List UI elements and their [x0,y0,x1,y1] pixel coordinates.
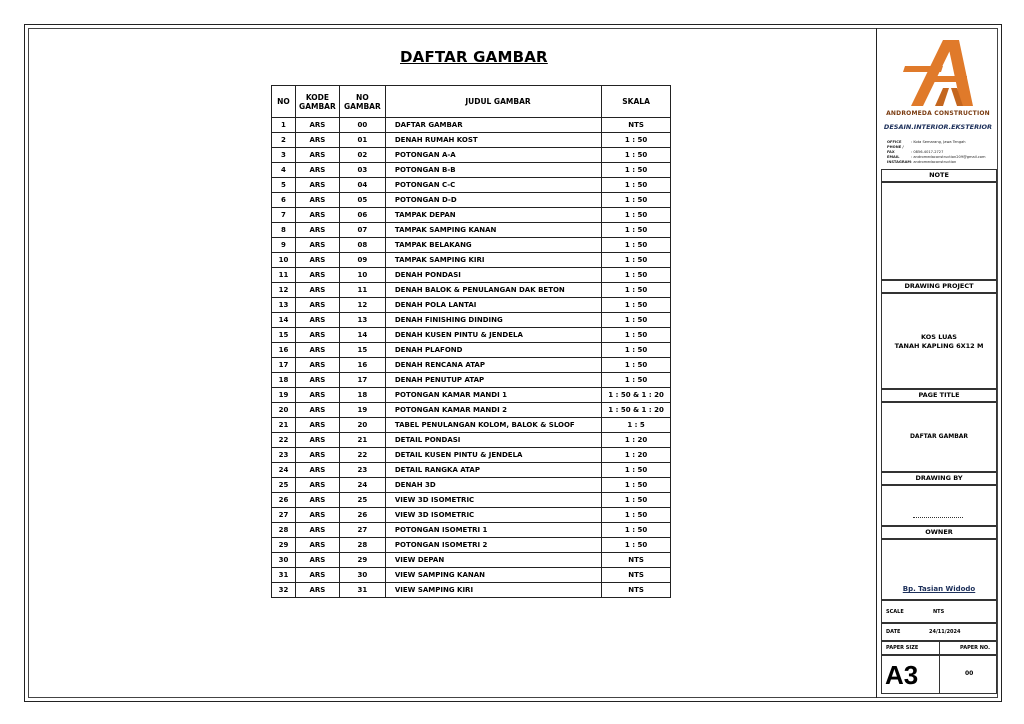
cell-no: 6 [272,193,296,208]
cell-judul-gambar: TAMPAK BELAKANG [385,238,601,253]
cell-no-gambar: 15 [339,343,385,358]
owner-name: Bp. Tasian Widodo [902,585,976,593]
paper-no-label: PAPER NO. [960,645,990,651]
header-skala: SKALA [602,86,671,118]
cell-no-gambar: 22 [339,448,385,463]
cell-kode-gambar: ARS [295,208,339,223]
cell-no-gambar: 13 [339,313,385,328]
page-title: DAFTAR GAMBAR [400,48,548,66]
cell-skala: 1 : 50 [602,163,671,178]
cell-skala: 1 : 50 [602,178,671,193]
table-row [272,433,671,448]
cell-kode-gambar: ARS [295,193,339,208]
cell-kode-gambar: ARS [295,403,339,418]
cell-judul-gambar: POTONGAN A-A [385,148,601,163]
note-label: NOTE [881,169,997,182]
cell-kode-gambar: ARS [295,433,339,448]
header-no: NO [272,86,296,118]
table-row [272,223,671,238]
cell-no: 1 [272,118,296,133]
cell-kode-gambar: ARS [295,298,339,313]
cell-no: 24 [272,463,296,478]
cell-judul-gambar: POTONGAN D-D [385,193,601,208]
cell-judul-gambar: DENAH RENCANA ATAP [385,358,601,373]
cell-kode-gambar: ARS [295,373,339,388]
cell-judul-gambar: VIEW 3D ISOMETRIC [385,493,601,508]
cell-no: 2 [272,133,296,148]
drawing-by-label: DRAWING BY [881,472,997,485]
cell-judul-gambar: DETAIL RANGKA ATAP [385,463,601,478]
cell-no-gambar: 05 [339,193,385,208]
cell-no: 19 [272,388,296,403]
cell-skala: 1 : 50 [602,268,671,283]
cell-no-gambar: 23 [339,463,385,478]
cell-skala: 1 : 50 [602,313,671,328]
cell-kode-gambar: ARS [295,568,339,583]
cell-skala: 1 : 20 [602,448,671,463]
table-row [272,178,671,193]
cell-no: 5 [272,178,296,193]
table-row [272,118,671,133]
company-name: ANDROMEDA CONSTRUCTION [886,110,990,117]
scale-value: NTS [933,608,945,615]
table-row [272,538,671,553]
cell-skala: 1 : 50 [602,493,671,508]
page-title-label: PAGE TITLE [881,389,997,402]
cell-kode-gambar: ARS [295,313,339,328]
cell-no-gambar: 08 [339,238,385,253]
cell-no: 16 [272,343,296,358]
cell-skala: NTS [602,583,671,598]
drawing-by-signature-line [913,517,963,518]
cell-no-gambar: 10 [339,268,385,283]
cell-skala: 1 : 50 [602,133,671,148]
cell-no-gambar: 01 [339,133,385,148]
cell-skala: 1 : 50 [602,298,671,313]
table-row [272,283,671,298]
cell-skala: 1 : 50 [602,328,671,343]
cell-no: 25 [272,478,296,493]
table-row [272,583,671,598]
cell-skala: 1 : 50 [602,343,671,358]
cell-no-gambar: 21 [339,433,385,448]
cell-kode-gambar: ARS [295,463,339,478]
table-row [272,298,671,313]
cell-judul-gambar: TAMPAK DEPAN [385,208,601,223]
header-kode-gambar: KODE GAMBAR [295,86,339,118]
cell-kode-gambar: ARS [295,343,339,358]
cell-skala: NTS [602,553,671,568]
cell-judul-gambar: POTONGAN C-C [385,178,601,193]
cell-no: 21 [272,418,296,433]
project-name: KOS LUAS TANAH KAPLING 6X12 M [894,333,984,350]
table-row [272,163,671,178]
table-row [272,523,671,538]
cell-judul-gambar: DENAH 3D [385,478,601,493]
cell-judul-gambar: DENAH FINISHING DINDING [385,313,601,328]
cell-kode-gambar: ARS [295,523,339,538]
date-row [881,623,997,641]
cell-skala: 1 : 20 [602,433,671,448]
cell-no-gambar: 29 [339,553,385,568]
paper-size-value: A3 [885,660,919,690]
cell-judul-gambar: VIEW SAMPING KANAN [385,568,601,583]
cell-no: 3 [272,148,296,163]
cell-no: 7 [272,208,296,223]
cell-skala: 1 : 50 [602,538,671,553]
cell-skala: 1 : 50 & 1 : 20 [602,388,671,403]
cell-no-gambar: 11 [339,283,385,298]
cell-no: 28 [272,523,296,538]
cell-kode-gambar: ARS [295,448,339,463]
cell-judul-gambar: DAFTAR GAMBAR [385,118,601,133]
cell-no: 17 [272,358,296,373]
cell-skala: 1 : 50 [602,523,671,538]
cell-no-gambar: 31 [339,583,385,598]
scale-row [881,600,997,623]
andromeda-logo-icon [903,36,975,112]
cell-kode-gambar: ARS [295,583,339,598]
table-row [272,478,671,493]
table-row [272,313,671,328]
table-row [272,148,671,163]
cell-skala: 1 : 50 [602,193,671,208]
cell-kode-gambar: ARS [295,358,339,373]
cell-skala: 1 : 50 [602,358,671,373]
cell-no: 22 [272,433,296,448]
cell-kode-gambar: ARS [295,268,339,283]
cell-no: 10 [272,253,296,268]
cell-judul-gambar: VIEW DEPAN [385,553,601,568]
cell-no: 15 [272,328,296,343]
paper-no-value: 00 [965,670,974,677]
cell-skala: 1 : 50 [602,238,671,253]
table-row [272,493,671,508]
cell-judul-gambar: TABEL PENULANGAN KOLOM, BALOK & SLOOF [385,418,601,433]
cell-no: 29 [272,538,296,553]
cell-judul-gambar: POTONGAN B-B [385,163,601,178]
cell-no-gambar: 09 [339,253,385,268]
cell-skala: 1 : 50 [602,223,671,238]
table-row [272,208,671,223]
cell-no: 30 [272,553,296,568]
cell-no-gambar: 16 [339,358,385,373]
cell-no-gambar: 12 [339,298,385,313]
cell-skala: 1 : 50 [602,208,671,223]
table-row [272,238,671,253]
drawing-project-label: DRAWING PROJECT [881,280,997,293]
note-box [881,182,997,280]
scale-label: SCALE [886,608,904,615]
cell-no-gambar: 04 [339,178,385,193]
cell-judul-gambar: DETAIL PONDASI [385,433,601,448]
date-label: DATE [886,629,901,635]
cell-kode-gambar: ARS [295,478,339,493]
cell-judul-gambar: DENAH PLAFOND [385,343,601,358]
cell-no-gambar: 25 [339,493,385,508]
cell-kode-gambar: ARS [295,178,339,193]
cell-no-gambar: 18 [339,388,385,403]
header-no-gambar: NO GAMBAR [339,86,385,118]
cell-kode-gambar: ARS [295,133,339,148]
page-title-value: DAFTAR GAMBAR [909,433,969,440]
paper-size-label: PAPER SIZE [886,645,919,651]
cell-kode-gambar: ARS [295,253,339,268]
date-value: 24/11/2024 [929,629,961,635]
cell-kode-gambar: ARS [295,553,339,568]
table-row [272,253,671,268]
table-row [272,388,671,403]
cell-kode-gambar: ARS [295,388,339,403]
cell-no-gambar: 24 [339,478,385,493]
cell-skala: 1 : 50 [602,283,671,298]
table-row [272,508,671,523]
cell-kode-gambar: ARS [295,283,339,298]
header-judul-gambar: JUDUL GAMBAR [385,86,601,118]
cell-judul-gambar: DENAH PONDASI [385,268,601,283]
cell-judul-gambar: DENAH BALOK & PENULANGAN DAK BETON [385,283,601,298]
cell-no-gambar: 28 [339,538,385,553]
cell-kode-gambar: ARS [295,508,339,523]
cell-no: 26 [272,493,296,508]
cell-no: 12 [272,283,296,298]
cell-no: 13 [272,298,296,313]
table-row [272,448,671,463]
cell-skala: 1 : 50 [602,253,671,268]
cell-no-gambar: 06 [339,208,385,223]
cell-skala: 1 : 50 [602,148,671,163]
table-row [272,553,671,568]
cell-no-gambar: 00 [339,118,385,133]
table-row [272,193,671,208]
cell-no: 31 [272,568,296,583]
cell-judul-gambar: DETAIL KUSEN PINTU & JENDELA [385,448,601,463]
cell-judul-gambar: POTONGAN ISOMETRI 2 [385,538,601,553]
cell-judul-gambar: DENAH POLA LANTAI [385,298,601,313]
cell-judul-gambar: DENAH KUSEN PINTU & JENDELA [385,328,601,343]
table-row [272,403,671,418]
company-contact: OFFICE : Kota Semarang, Jawa Tengah PHONE / FAX : 0856-4017-2727 EMAIL : andromedaconstruction209@gmail.com INSTAGRAM: andromedaconstruction [887,140,986,164]
cell-no-gambar: 27 [339,523,385,538]
cell-skala: 1 : 5 [602,418,671,433]
cell-kode-gambar: ARS [295,538,339,553]
table-row [272,373,671,388]
cell-no-gambar: 19 [339,403,385,418]
cell-judul-gambar: VIEW SAMPING KIRI [385,583,601,598]
cell-no-gambar: 02 [339,148,385,163]
cell-kode-gambar: ARS [295,223,339,238]
cell-no-gambar: 07 [339,223,385,238]
table-row [272,133,671,148]
table-row [272,418,671,433]
drawing-list-table [271,85,671,598]
cell-no-gambar: 14 [339,328,385,343]
cell-no-gambar: 20 [339,418,385,433]
table-row [272,568,671,583]
cell-kode-gambar: ARS [295,118,339,133]
title-block [876,28,998,698]
cell-kode-gambar: ARS [295,163,339,178]
cell-judul-gambar: TAMPAK SAMPING KANAN [385,223,601,238]
cell-skala: 1 : 50 [602,508,671,523]
table-row [272,358,671,373]
cell-skala: 1 : 50 [602,373,671,388]
cell-no: 20 [272,403,296,418]
cell-skala: NTS [602,568,671,583]
cell-judul-gambar: POTONGAN KAMAR MANDI 2 [385,403,601,418]
cell-no-gambar: 26 [339,508,385,523]
drawing-by-box [881,485,997,526]
cell-skala: 1 : 50 [602,463,671,478]
cell-judul-gambar: DENAH PENUTUP ATAP [385,373,601,388]
cell-judul-gambar: POTONGAN KAMAR MANDI 1 [385,388,601,403]
cell-no: 4 [272,163,296,178]
cell-skala: NTS [602,118,671,133]
cell-no: 11 [272,268,296,283]
cell-no-gambar: 17 [339,373,385,388]
cell-no: 32 [272,583,296,598]
cell-judul-gambar: VIEW 3D ISOMETRIC [385,508,601,523]
cell-no: 18 [272,373,296,388]
table-row [272,463,671,478]
cell-skala: 1 : 50 & 1 : 20 [602,403,671,418]
cell-kode-gambar: ARS [295,418,339,433]
cell-kode-gambar: ARS [295,493,339,508]
cell-no: 23 [272,448,296,463]
table-row [272,328,671,343]
cell-kode-gambar: ARS [295,328,339,343]
owner-label: OWNER [881,526,997,539]
cell-judul-gambar: POTONGAN ISOMETRI 1 [385,523,601,538]
cell-kode-gambar: ARS [295,238,339,253]
cell-no-gambar: 03 [339,163,385,178]
cell-no: 27 [272,508,296,523]
company-tagline: DESAIN.INTERIOR.EKSTERIOR [883,123,993,131]
cell-no: 14 [272,313,296,328]
cell-no-gambar: 30 [339,568,385,583]
cell-judul-gambar: DENAH RUMAH KOST [385,133,601,148]
cell-no: 9 [272,238,296,253]
cell-skala: 1 : 50 [602,478,671,493]
table-row [272,343,671,358]
cell-no: 8 [272,223,296,238]
cell-kode-gambar: ARS [295,148,339,163]
table-header-row [272,86,671,118]
cell-judul-gambar: TAMPAK SAMPING KIRI [385,253,601,268]
table-row [272,268,671,283]
